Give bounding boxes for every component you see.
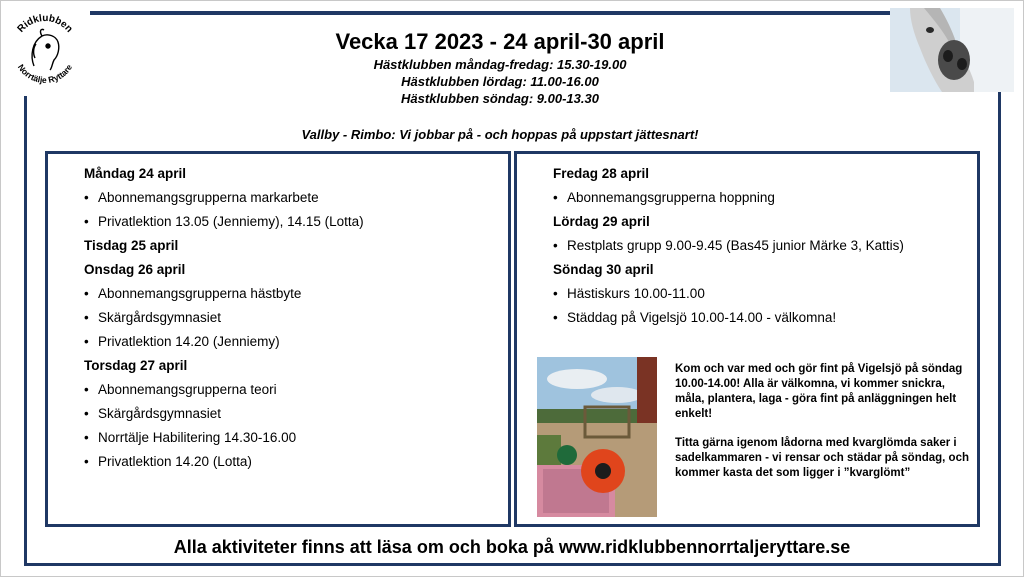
footer-website-text: Alla aktiviteter finns att läsa om och boka på www.ridklubbennorrtaljeryttare.se (173, 537, 851, 557)
horse-head-icon (32, 29, 59, 70)
list-item: • Abonnemangsgrupperna hoppning (553, 188, 904, 212)
frame-right-bar (998, 92, 1001, 566)
promo-paragraph-cleaning-day: Kom och var med och gör fint på Vigelsjö på söndag 10.00-14.00! Alla är välkomna, vi kommer snickra, måla, plantera, laga - göra fint på anläggningen helt enkelt! (675, 363, 963, 420)
list-item: • Skärgårdsgymnasiet (84, 308, 364, 332)
promo-paragraph-lost-found: Titta gärna igenom lådorna med kvarglömda saker i sadelkammaren - vi rensar och städar på söndag, och kommer kasta det som ligger i ”kvarglömt” (675, 437, 969, 479)
day-heading: Onsdag 26 april (84, 262, 186, 277)
list-item: • Skärgårdsgymnasiet (84, 404, 364, 428)
promo-text (675, 362, 975, 495)
svg-text:Ridklubben (16, 13, 75, 35)
list-item: • Abonnemangsgrupperna hästbyte (84, 284, 364, 308)
frame-top-bar (90, 11, 890, 15)
schedule-list (84, 164, 364, 476)
day-heading: Tisdag 25 april (84, 238, 179, 253)
schedule-panel-right (514, 151, 980, 527)
day-heading: Söndag 30 april (553, 262, 654, 277)
frame-bottom-bar (24, 563, 1001, 566)
svg-text:Norrtälje Ryttare (16, 62, 74, 85)
list-item: • Restplats grupp 9.00-9.45 (Bas45 junior Märke 3, Kattis) (553, 236, 904, 260)
list-item: • Abonnemangsgrupperna markarbete (84, 188, 364, 212)
day-heading: Lördag 29 april (553, 214, 650, 229)
horse-photo (890, 8, 1014, 92)
list-item: • Privatlektion 14.20 (Lotta) (84, 452, 364, 476)
hours-weekdays: Hästklubben måndag-fredag: 15.30-19.00 (373, 57, 627, 72)
list-item: • Städdag på Vigelsjö 10.00-14.00 - välkomna! (553, 308, 904, 332)
opening-hours (300, 56, 700, 107)
logo-top-text: Ridklubben (15, 12, 75, 35)
list-item: • Privatlektion 14.20 (Jenniemy) (84, 332, 364, 356)
page-title: Vecka 17 2023 - 24 april-30 april (335, 29, 665, 54)
stable-yard-photo (537, 357, 657, 517)
list-item: • Norrtälje Habilitering 14.30-16.00 (84, 428, 364, 452)
hours-sunday: Hästklubben söndag: 9.00-13.30 (401, 91, 599, 106)
schedule-list (553, 164, 904, 332)
schedule-panel-left (45, 151, 511, 527)
announcement: Vallby - Rimbo: Vi jobbar på - och hoppas på uppstart jättesnart! (301, 127, 699, 142)
day-heading: Torsdag 27 april (84, 358, 188, 373)
list-item: • Privatlektion 13.05 (Jenniemy), 14.15 (Lotta) (84, 212, 364, 236)
logo-bottom-text: Norrtälje Ryttare (15, 62, 75, 86)
hours-saturday: Hästklubben lördag: 11.00-16.00 (401, 74, 599, 89)
day-heading: Fredag 28 april (553, 166, 650, 181)
frame-left-bar (24, 96, 27, 566)
list-item: • Hästiskurs 10.00-11.00 (553, 284, 904, 308)
club-logo (6, 6, 84, 90)
day-heading: Måndag 24 april (84, 166, 187, 181)
list-item: • Abonnemangsgrupperna teori (84, 380, 364, 404)
